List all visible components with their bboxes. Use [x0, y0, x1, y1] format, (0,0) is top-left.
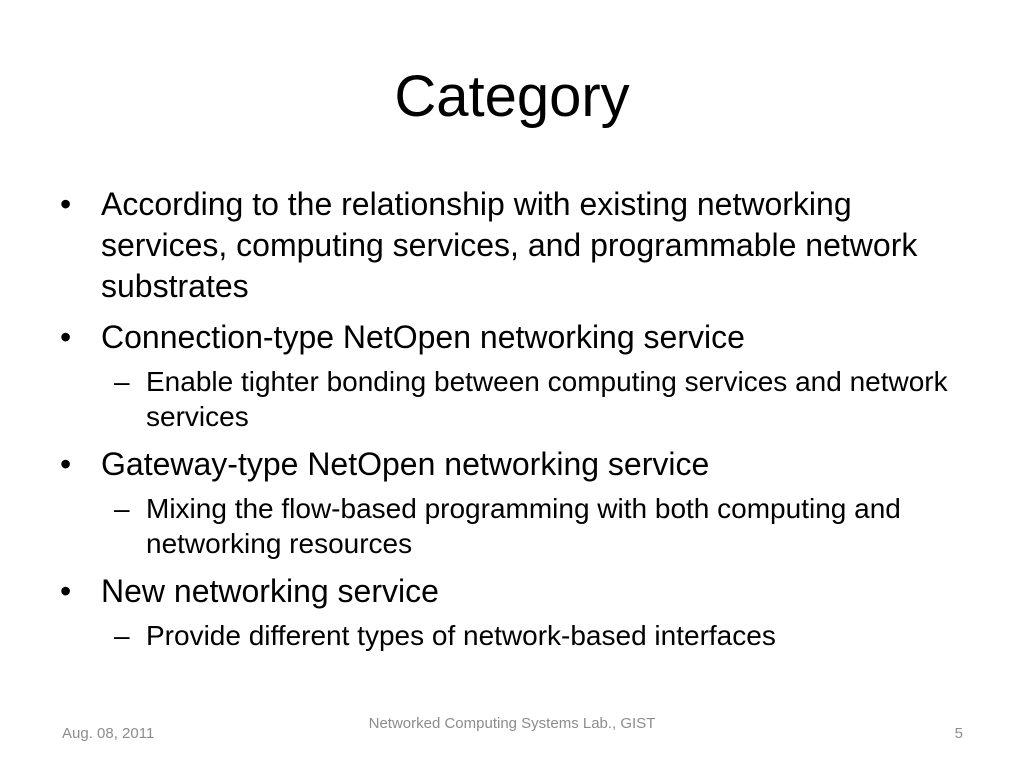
sub-bullet-text: Mixing the flow-based programming with both computing and networking resources — [146, 493, 901, 559]
dash-icon: – — [114, 620, 130, 651]
slide-title: Category — [394, 64, 630, 129]
sub-bullet-text: Enable tighter bonding between computing services and network services — [146, 366, 948, 432]
footer-date: Aug. 08, 2011 — [62, 725, 155, 742]
sub-bullet-item — [114, 618, 960, 653]
bullet-text: Connection-type NetOpen networking service — [101, 319, 745, 355]
bullet-icon: • — [60, 319, 72, 355]
bullet-text: New networking service — [101, 573, 439, 609]
sub-bullet-text: Provide different types of network-based interfaces — [146, 620, 776, 651]
footer-organization: Networked Computing Systems Lab., GIST — [368, 715, 656, 732]
bullet-item — [60, 571, 960, 612]
dash-icon: – — [114, 493, 130, 524]
bullet-item — [60, 184, 960, 307]
sub-bullet-item — [114, 491, 960, 561]
footer-page-number: 5 — [954, 725, 963, 742]
bullet-text: Gateway-type NetOpen networking service — [101, 446, 710, 482]
bullet-icon: • — [60, 186, 72, 222]
bullet-text: According to the relationship with existing networking services, computing services, and programmable network substrates — [101, 186, 918, 304]
dash-icon: – — [114, 366, 130, 397]
slide-body — [60, 184, 960, 653]
bullet-icon: • — [60, 446, 72, 482]
bullet-item — [60, 317, 960, 358]
bullet-icon: • — [60, 573, 72, 609]
bullet-item — [60, 444, 960, 485]
sub-bullet-item — [114, 364, 960, 434]
